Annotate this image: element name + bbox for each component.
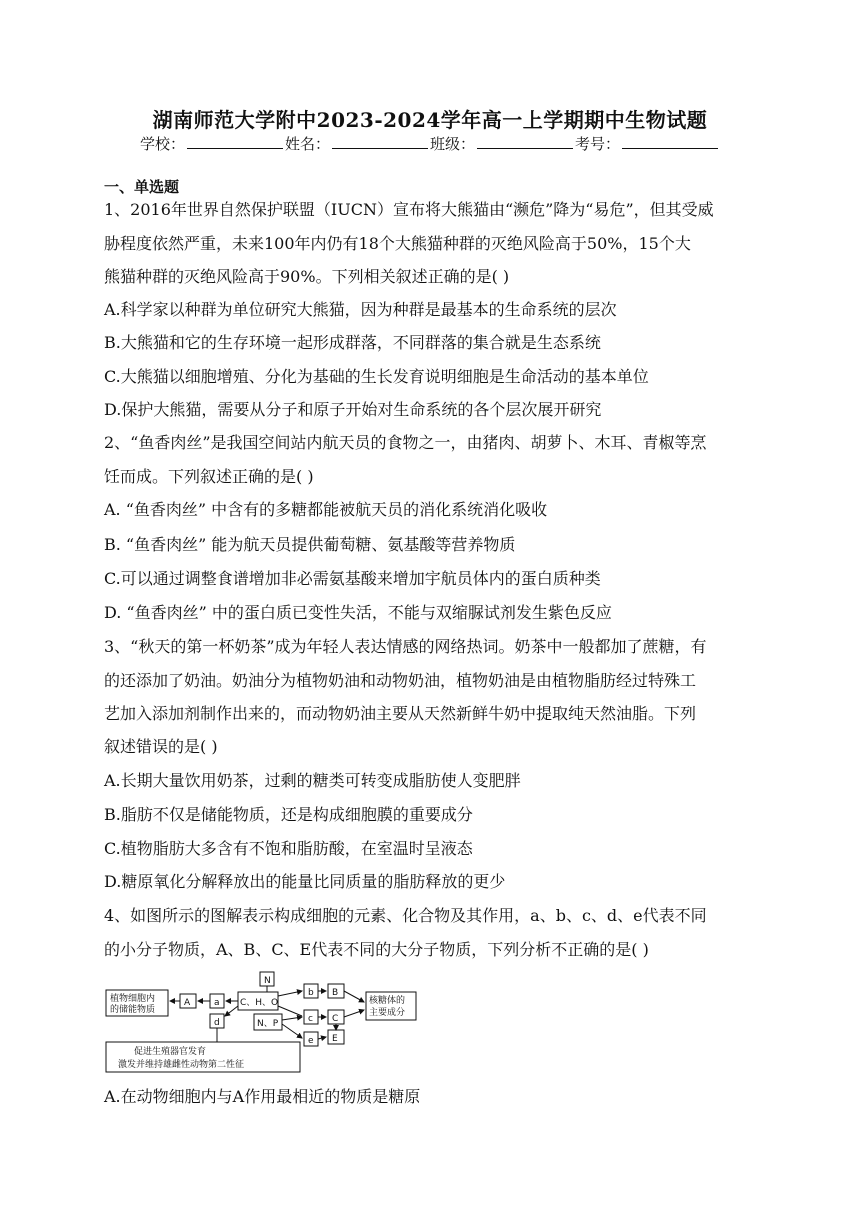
- name-label: 姓名：: [284, 135, 330, 153]
- q4-stem-line-2: 的小分子物质，A、B、C、E代表不同的大分子物质，下列分析不正确的是( ): [104, 940, 649, 959]
- label-B: B: [332, 988, 339, 998]
- q1-option-b: B.大熊猫和它的生存环境一起形成群落，不同群落的集合就是生态系统: [104, 333, 601, 352]
- q4-option-a: A.在动物细胞内与A作用最相近的物质是糖原: [104, 1087, 421, 1106]
- q1-option-d: D.保护大熊猫，需要从分子和原子开始对生命系统的各个层次展开研究: [104, 400, 602, 419]
- q1-stem-line-3: 熊猫种群的灭绝风险高于90%。下列相关叙述正确的是( ): [104, 267, 510, 286]
- q2-option-a: A. “鱼香肉丝” 中含有的多糖都能被航天员的消化系统消化吸收: [104, 500, 548, 519]
- ribosome-label-1: 核糖体的: [369, 996, 406, 1006]
- label-b: b: [308, 988, 314, 998]
- q2-option-d: D. “鱼香肉丝” 中的蛋白质已变性失活，不能与双缩脲试剂发生紫色反应: [104, 603, 612, 622]
- q4-stem-line-1: 4、如图所示的图解表示构成细胞的元素、化合物及其作用，a、b、c、d、e代表不同: [104, 906, 707, 925]
- label-N: N: [264, 976, 271, 986]
- q3-stem-line-1: 3、“秋天的第一杯奶茶”成为年轻人表达情感的网络热词。奶茶中一般都加了蔗糖，有: [104, 637, 707, 656]
- label-c: c: [308, 1014, 313, 1024]
- q3-option-c: C.植物脂肪大多含有不饱和脂肪酸，在室温时呈液态: [104, 839, 473, 858]
- label-a: a: [214, 998, 220, 1008]
- label-NP: N、P: [257, 1019, 279, 1029]
- label-e: e: [308, 1036, 314, 1046]
- hormone-label-1: 促进生殖器官发育: [134, 1047, 207, 1057]
- arrow-B-ribosome: [344, 991, 364, 1002]
- q3-stem-line-4: 叙述错误的是( ): [104, 737, 218, 756]
- arrow-e-E: [318, 1037, 326, 1039]
- q1-option-a: A.科学家以种群为单位研究大熊猫，因为种群是最基本的生命系统的层次: [104, 300, 617, 319]
- class-label: 班级：: [430, 135, 476, 153]
- exam-no-blank[interactable]: [622, 134, 718, 149]
- q3-option-a: A.长期大量饮用奶茶，过剩的糖类可转变成脂肪使人变肥胖: [104, 771, 521, 790]
- class-blank[interactable]: [477, 134, 573, 149]
- document-title: 湖南师范大学附中2023-2024学年高一上学期期中生物试题: [152, 108, 708, 132]
- label-cho: C、H、O: [240, 998, 279, 1008]
- section-heading: 一、单选题: [104, 178, 180, 196]
- school-label: 学校：: [139, 135, 185, 153]
- school-blank[interactable]: [187, 134, 283, 149]
- arrow-cho-b: [278, 991, 302, 996]
- q1-stem-line-1: 1、2016年世界自然保护联盟（IUCN）宣布将大熊猫由“濒危”降为“易危”，但其受威: [104, 200, 714, 219]
- name-blank[interactable]: [332, 134, 428, 149]
- q2-stem-line-2: 饪而成。下列叙述正确的是( ): [104, 467, 314, 486]
- label-E: E: [332, 1034, 338, 1044]
- biomolecule-diagram: [104, 970, 424, 1080]
- q3-option-b: B.脂肪不仅是储能物质，还是构成细胞膜的重要成分: [104, 805, 473, 824]
- ribosome-label-2: 主要成分: [369, 1008, 406, 1018]
- label-A: A: [184, 998, 191, 1008]
- label-C: C: [332, 1014, 339, 1024]
- q3-option-d: D.糖原氧化分解释放出的能量比同质量的脂肪释放的更少: [104, 872, 506, 891]
- exam-no-label: 考号：: [575, 135, 621, 153]
- q3-stem-line-3: 艺加入添加剂制作出来的，而动物奶油主要从天然新鲜牛奶中提取纯天然油脂。下列: [104, 704, 697, 723]
- q2-option-b: B. “鱼香肉丝” 能为航天员提供葡萄糖、氨基酸等营养物质: [104, 535, 516, 554]
- arrow-C-ribosome: [344, 1010, 364, 1017]
- storage-label-1: 植物细胞内: [110, 994, 156, 1004]
- q2-option-c: C.可以通过调整食谱增加非必需氨基酸来增加宇航员体内的蛋白质种类: [104, 569, 601, 588]
- student-info-line: [0, 133, 860, 154]
- label-d: d: [214, 1018, 220, 1028]
- hormone-label-2: 激发并维持雄雌性动物第二性征: [118, 1060, 245, 1070]
- q3-stem-line-2: 的还添加了奶油。奶油分为植物奶油和动物奶油，植物奶油是由植物脂肪经过特殊工: [104, 671, 697, 690]
- q1-option-c: C.大熊猫以细胞增殖、分化为基础的生长发育说明细胞是生命活动的基本单位: [104, 367, 649, 386]
- arrow-NP-e: [282, 1024, 302, 1038]
- arrow-NP-c: [282, 1017, 302, 1020]
- storage-label-2: 的储能物质: [110, 1005, 156, 1015]
- q2-stem-line-1: 2、“鱼香肉丝”是我国空间站内航天员的食物之一，由猪肉、胡萝卜、木耳、青椒等烹: [104, 433, 707, 452]
- q1-stem-line-2: 胁程度依然严重，未来100年内仍有18个大熊猫种群的灭绝风险高于50%，15个大: [104, 234, 691, 253]
- arrow-cho-d: [225, 1006, 238, 1016]
